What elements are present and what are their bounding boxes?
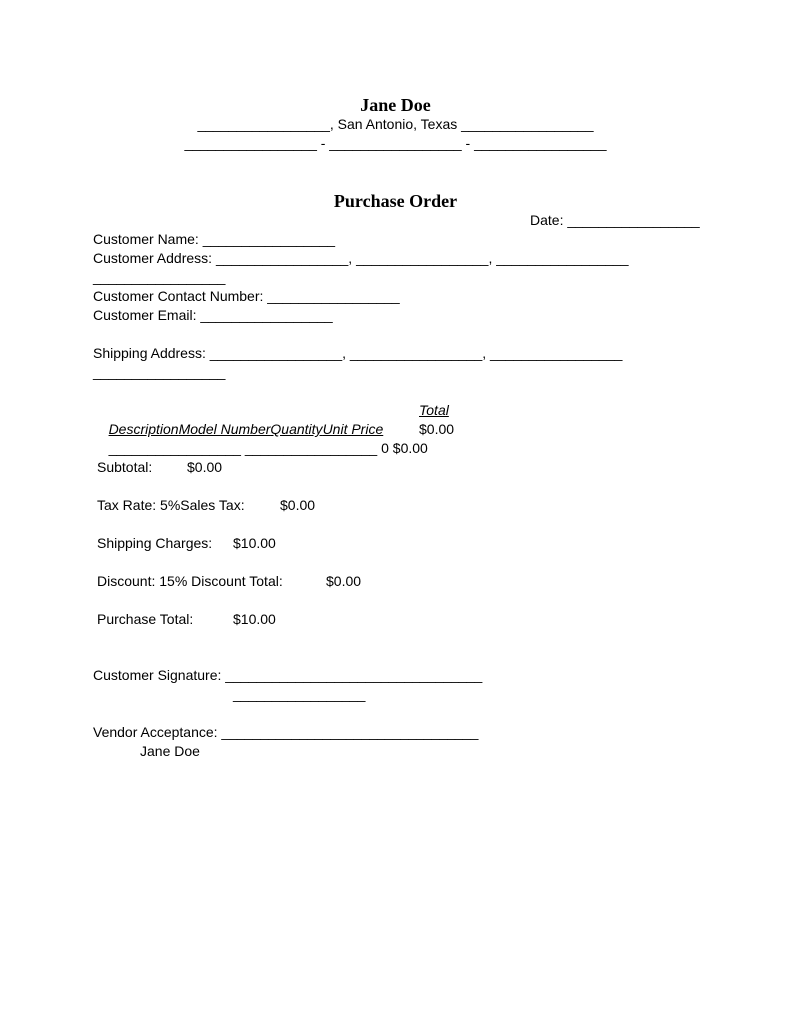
customer-address-line: Customer Address: _________________, _________________, _________________ [93,250,629,266]
cell-model-number: _________________ [244,440,378,456]
purchase-total-label: Purchase Total: [97,611,194,627]
discount-label: Discount: 15% Discount Total: [97,573,283,589]
column-header-description: Description [108,421,179,437]
shipping-charges-label: Shipping Charges: [97,535,213,551]
customer-signature-line: Customer Signature: _________________________________ [93,667,483,683]
subtotal-value: $0.00 [187,459,223,475]
column-header-quantity: Quantity [270,421,323,437]
sender-address-line: _________________, San Antonio, Texas _________________ [197,116,594,132]
shipping-address-line-2: _________________ [93,364,226,380]
customer-email-line: Customer Email: _________________ [93,307,333,323]
sender-name: Jane Doe [360,95,431,115]
column-header-unit-price: Unit Price [322,421,384,437]
sender-phone-line: _________________ - _________________ - _________________ [184,135,607,151]
subtotal-label: Subtotal: [97,459,153,475]
cell-description: _________________ [108,440,241,456]
discount-value: $0.00 [326,573,362,589]
customer-address-line-2: _________________ [93,269,226,285]
customer-name-line: Customer Name: _________________ [93,231,336,247]
cell-quantity: 0 [381,440,389,456]
tax-label: Tax Rate: 5%Sales Tax: [97,497,245,513]
shipping-address-line: Shipping Address: _________________, _________________, _________________ [93,345,623,361]
date-line: Date: _________________ [530,212,700,228]
document-title: Purchase Order [333,191,458,211]
column-header-total: Total [419,402,449,418]
cell-total: $0.00 [419,421,455,437]
column-header-model-number: Model Number [178,421,271,437]
purchase-total-value: $10.00 [233,611,276,627]
tax-value: $0.00 [280,497,316,513]
vendor-name: Jane Doe [140,743,200,759]
customer-signature-line-2: _________________ [233,686,366,702]
cell-unit-price: $0.00 [392,440,428,456]
vendor-acceptance-line: Vendor Acceptance: _________________________________ [93,724,479,740]
shipping-charges-value: $10.00 [233,535,276,551]
customer-contact-line: Customer Contact Number: _________________ [93,288,400,304]
